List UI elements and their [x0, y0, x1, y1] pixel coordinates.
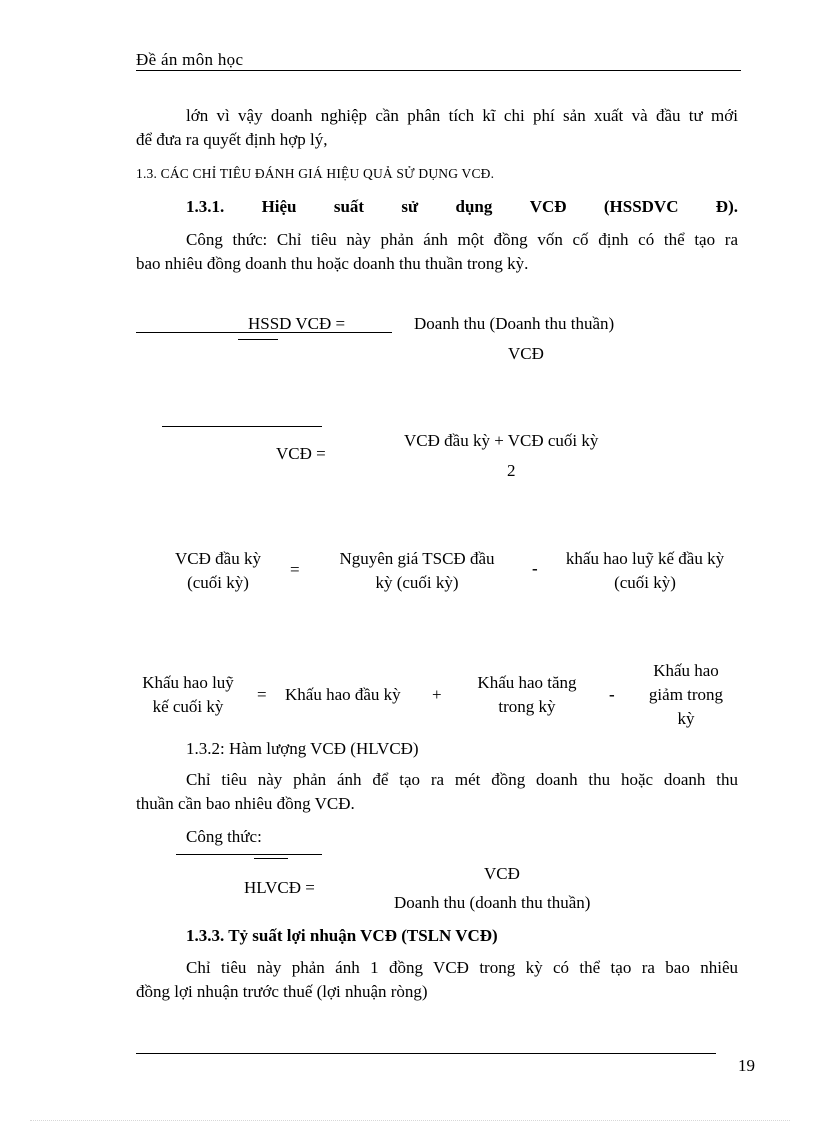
- intro-line-1: lớn vì vậy doanh nghiệp cần phân tích kĩ chi phí sản xuất và đầu tư mới: [186, 106, 738, 125]
- hssd-denominator: VCĐ: [508, 344, 544, 363]
- heading-word: Hiệu: [261, 197, 297, 216]
- sub-1-3-3-desc-2: đồng lợi nhuận trước thuế (lợi nhuận ròng): [136, 982, 428, 1001]
- vcd-avg-rule: [162, 426, 322, 427]
- page-bottom-dotted-border: [30, 1120, 790, 1121]
- depr-plus: +: [432, 685, 442, 704]
- sub-1-3-1-heading: [186, 195, 738, 219]
- footer-rule: [136, 1053, 716, 1054]
- hlvcd-numerator: VCĐ: [484, 864, 520, 883]
- vcd-begin-eq: =: [290, 560, 300, 579]
- heading-word: dụng: [455, 197, 493, 216]
- page-number: 19: [738, 1056, 755, 1075]
- sub-1-3-3-heading: 1.3.3. Tỷ suất lợi nhuận VCĐ (TSLN VCĐ): [186, 926, 498, 945]
- sub-1-3-2-desc-1: Chỉ tiêu này phản ánh để tạo ra mét đồng doanh thu hoặc doanh thu: [186, 770, 738, 789]
- vcd-begin-term1-2: kỳ (cuối kỳ): [375, 573, 459, 592]
- depr-term2-2: trong kỳ: [498, 697, 556, 716]
- depr-term3-3: kỳ: [677, 709, 695, 728]
- heading-word: Đ).: [715, 197, 738, 216]
- depr-term3-1: Khấu hao: [653, 661, 719, 680]
- sub-1-3-2-desc-2: thuần cần bao nhiêu đồng VCĐ.: [136, 794, 355, 813]
- heading-word: 1.3.1.: [186, 197, 225, 216]
- hssd-rule: [136, 332, 392, 333]
- vcd-begin-term2-1: khấu hao luỹ kế đầu kỳ: [565, 549, 725, 568]
- vcd-avg-numerator: VCĐ đầu kỳ + VCĐ cuối kỳ: [404, 431, 599, 450]
- hssd-lhs: HSSD VCĐ =: [248, 314, 346, 333]
- vcd-begin-term2-2: (cuối kỳ): [614, 573, 676, 592]
- hlvcd-short-rule: [254, 858, 288, 859]
- hlvcd-rule: [176, 854, 322, 855]
- depr-lhs-1: Khấu hao luỹ: [142, 673, 234, 692]
- header-rule: [136, 70, 741, 71]
- vcd-begin-minus: -: [532, 559, 538, 578]
- vcd-begin-term1-1: Nguyên giá TSCĐ đầu: [339, 549, 495, 568]
- vcd-begin-lhs-2: (cuối kỳ): [187, 573, 249, 592]
- formula-desc-line-1: Công thức: Chỉ tiêu này phản ánh một đồng vốn cố định có thể tạo ra: [186, 230, 738, 249]
- hssd-numerator: Doanh thu (Doanh thu thuần): [414, 314, 615, 333]
- depr-term3-2: giảm trong: [648, 685, 724, 704]
- section-1-3-heading: 1.3. CÁC CHỈ TIÊU ĐÁNH GIÁ HIỆU QUẢ SỬ DỤNG VCĐ.: [136, 166, 495, 181]
- depr-lhs-2: kế cuối kỳ: [152, 697, 224, 716]
- vcd-begin-lhs-1: VCĐ đầu kỳ: [175, 549, 261, 568]
- page-header-title: Đề án môn học: [136, 50, 244, 69]
- depr-term1: Khấu hao đầu kỳ: [285, 685, 401, 704]
- depr-term2-1: Khấu hao tăng: [477, 673, 577, 692]
- heading-word: suất: [333, 197, 365, 216]
- vcd-avg-denominator: 2: [507, 461, 516, 480]
- heading-word: (HSSDVC: [603, 197, 679, 216]
- heading-word: VCĐ: [529, 197, 567, 216]
- hlvcd-denominator: Doanh thu (doanh thu thuần): [394, 893, 591, 912]
- depr-eq: =: [257, 685, 267, 704]
- sub-1-3-2-formula-label: Công thức:: [186, 827, 262, 846]
- hlvcd-lhs: HLVCĐ =: [244, 878, 315, 897]
- sub-1-3-2-heading: 1.3.2: Hàm lượng VCĐ (HLVCĐ): [186, 739, 419, 758]
- depr-minus: -: [609, 685, 615, 704]
- intro-line-2: để đưa ra quyết định hợp lý,: [136, 130, 328, 149]
- sub-1-3-3-desc-1: Chỉ tiêu này phản ánh 1 đồng VCĐ trong kỳ có thể tạo ra bao nhiêu: [186, 958, 738, 977]
- vcd-avg-lhs: VCĐ =: [276, 444, 326, 463]
- hssd-short-rule: [238, 339, 278, 340]
- formula-desc-line-2: bao nhiêu đồng doanh thu hoặc doanh thu thuần trong kỳ.: [136, 254, 529, 273]
- heading-word: sử: [401, 197, 419, 216]
